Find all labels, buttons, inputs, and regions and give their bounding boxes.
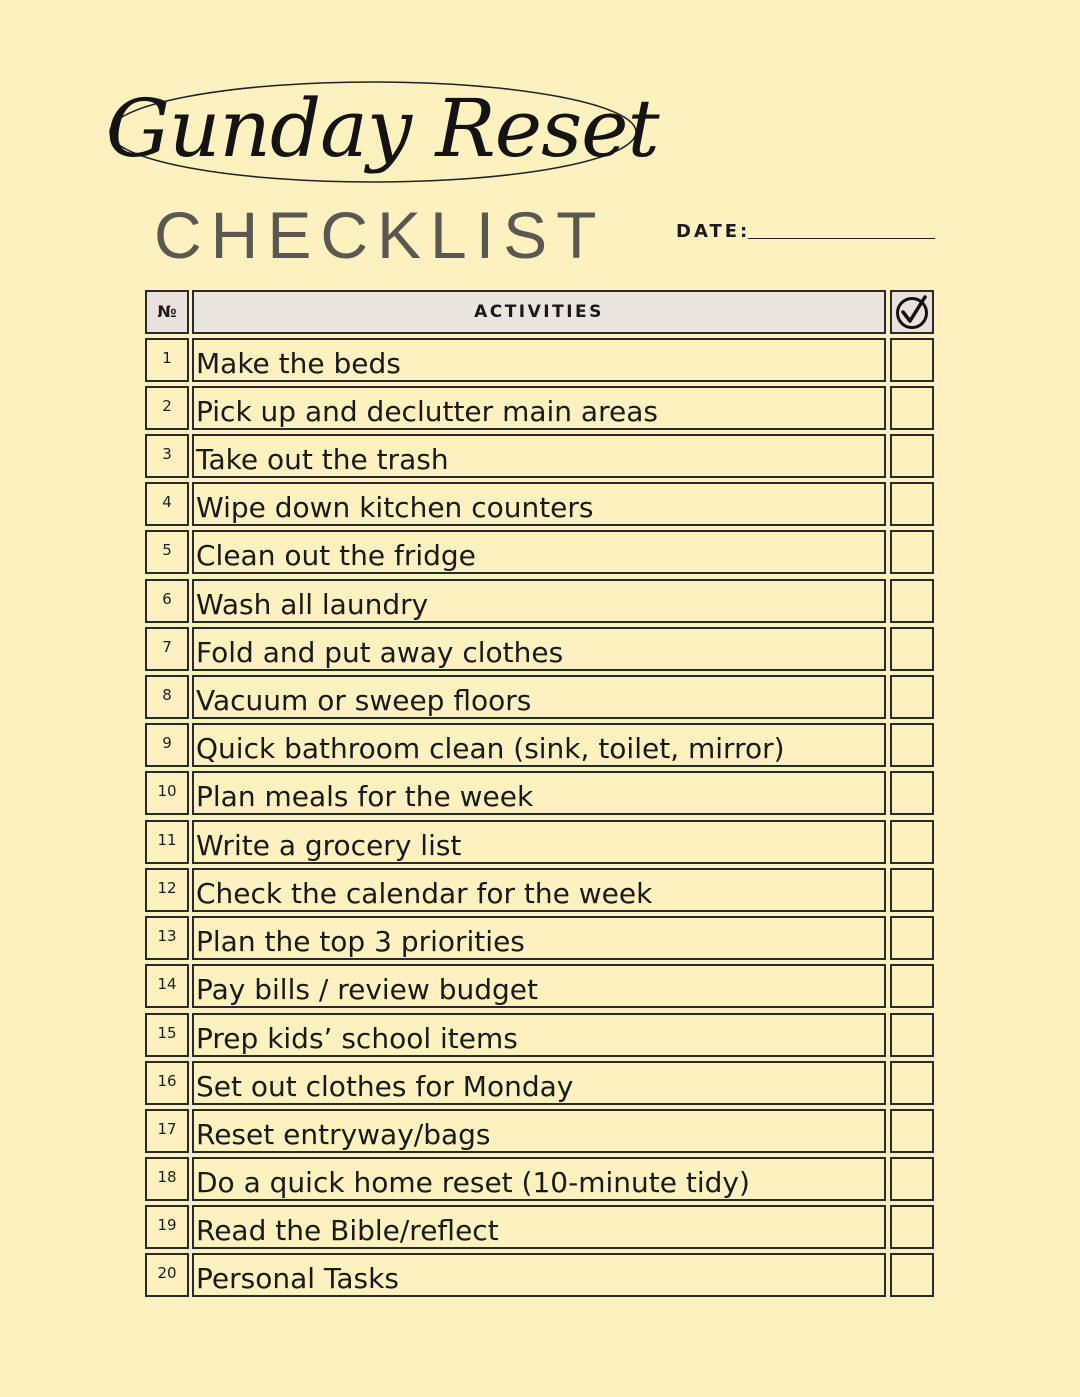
row-activity: Personal Tasks (196, 1262, 399, 1295)
row-activity: Prep kids’ school items (196, 1022, 518, 1055)
row-number: 12 (157, 879, 177, 897)
row-checkbox[interactable] (890, 820, 934, 864)
row-number-cell (145, 482, 189, 526)
row-checkbox[interactable] (890, 1061, 934, 1105)
row-number: 4 (162, 493, 172, 511)
row-number: 14 (157, 975, 177, 993)
row-activity-cell (192, 482, 886, 526)
row-number-cell (145, 723, 189, 767)
row-activity: Check the calendar for the week (196, 877, 653, 910)
row-activity: Do a quick home reset (10-minute tidy) (196, 1166, 750, 1199)
header-activities-cell (192, 290, 886, 334)
row-number: 2 (162, 397, 172, 415)
row-number-cell (145, 579, 189, 623)
row-number-cell (145, 530, 189, 574)
row-checkbox[interactable] (890, 434, 934, 478)
row-activity-cell (192, 1109, 886, 1153)
row-checkbox[interactable] (890, 964, 934, 1008)
row-activity-cell (192, 1253, 886, 1297)
row-number: 13 (157, 927, 177, 945)
row-activity: Write a grocery list (196, 829, 462, 862)
date-field-line[interactable] (748, 238, 935, 239)
script-title: Gunday Reset (106, 82, 659, 175)
row-activity: Plan the top 3 priorities (196, 925, 525, 958)
row-number-cell (145, 868, 189, 912)
row-activity-cell (192, 579, 886, 623)
date-label: DATE: (676, 221, 751, 242)
header-activities-label: ACTIVITIES (474, 302, 604, 322)
row-activity: Wash all laundry (196, 588, 429, 621)
row-activity-cell (192, 386, 886, 430)
row-activity: Reset entryway/bags (196, 1118, 491, 1151)
title-area (106, 70, 659, 194)
row-number-cell (145, 434, 189, 478)
row-activity-cell (192, 1013, 886, 1057)
row-number: 18 (157, 1168, 177, 1186)
row-number-cell (145, 338, 189, 382)
row-checkbox[interactable] (890, 482, 934, 526)
row-number: 3 (162, 445, 172, 463)
row-number-cell (145, 916, 189, 960)
row-activity: Take out the trash (196, 443, 449, 476)
row-activity-cell (192, 1205, 886, 1249)
row-checkbox[interactable] (890, 1013, 934, 1057)
header-number-cell (145, 290, 189, 334)
row-activity-cell (192, 627, 886, 671)
row-checkbox[interactable] (890, 627, 934, 671)
row-number: 6 (162, 590, 172, 608)
row-number: 15 (157, 1024, 177, 1042)
row-activity: Pick up and declutter main areas (196, 395, 658, 428)
row-activity-cell (192, 338, 886, 382)
row-number: 20 (157, 1264, 177, 1282)
row-activity-cell (192, 964, 886, 1008)
header-number-label: № (157, 302, 177, 321)
row-number-cell (145, 1253, 189, 1297)
row-activity: Fold and put away clothes (196, 636, 564, 669)
row-activity-cell (192, 1061, 886, 1105)
row-checkbox[interactable] (890, 579, 934, 623)
header-check-cell (890, 290, 934, 334)
row-number-cell (145, 771, 189, 815)
row-number: 7 (162, 638, 172, 656)
row-number-cell (145, 386, 189, 430)
row-activity: Quick bathroom clean (sink, toilet, mirror) (196, 732, 785, 765)
row-checkbox[interactable] (890, 771, 934, 815)
row-checkbox[interactable] (890, 868, 934, 912)
row-checkbox[interactable] (890, 916, 934, 960)
row-checkbox[interactable] (890, 530, 934, 574)
row-checkbox[interactable] (890, 1205, 934, 1249)
row-activity-cell (192, 530, 886, 574)
row-number: 19 (157, 1216, 177, 1234)
row-checkbox[interactable] (890, 386, 934, 430)
row-activity: Pay bills / review budget (196, 973, 538, 1006)
row-number: 5 (162, 541, 172, 559)
row-activity: Set out clothes for Monday (196, 1070, 574, 1103)
row-number: 9 (162, 734, 172, 752)
row-number: 11 (157, 831, 177, 849)
row-checkbox[interactable] (890, 1253, 934, 1297)
row-number: 16 (157, 1072, 177, 1090)
row-activity: Vacuum or sweep floors (196, 684, 532, 717)
row-number: 17 (157, 1120, 177, 1138)
row-checkbox[interactable] (890, 1157, 934, 1201)
row-checkbox[interactable] (890, 675, 934, 719)
row-number-cell (145, 1157, 189, 1201)
row-activity-cell (192, 868, 886, 912)
row-number: 10 (157, 782, 177, 800)
row-activity: Wipe down kitchen counters (196, 491, 594, 524)
row-checkbox[interactable] (890, 723, 934, 767)
row-number: 8 (162, 686, 172, 704)
row-number-cell (145, 1205, 189, 1249)
row-number-cell (145, 964, 189, 1008)
row-number-cell (145, 1109, 189, 1153)
row-activity-cell (192, 723, 886, 767)
row-activity: Clean out the fridge (196, 539, 476, 572)
row-number: 1 (162, 349, 172, 367)
row-activity-cell (192, 434, 886, 478)
page-title: CHECKLIST (154, 198, 606, 272)
row-checkbox[interactable] (890, 1109, 934, 1153)
row-number-cell (145, 1013, 189, 1057)
row-checkbox[interactable] (890, 338, 934, 382)
row-number-cell (145, 675, 189, 719)
row-number-cell (145, 1061, 189, 1105)
row-activity-cell (192, 1157, 886, 1201)
row-activity: Read the Bible/reflect (196, 1214, 499, 1247)
row-activity-cell (192, 820, 886, 864)
row-activity: Make the beds (196, 347, 401, 380)
row-number-cell (145, 820, 189, 864)
row-number-cell (145, 627, 189, 671)
row-activity-cell (192, 771, 886, 815)
check-circle-icon (894, 294, 930, 330)
row-activity-cell (192, 675, 886, 719)
row-activity: Plan meals for the week (196, 780, 534, 813)
row-activity-cell (192, 916, 886, 960)
